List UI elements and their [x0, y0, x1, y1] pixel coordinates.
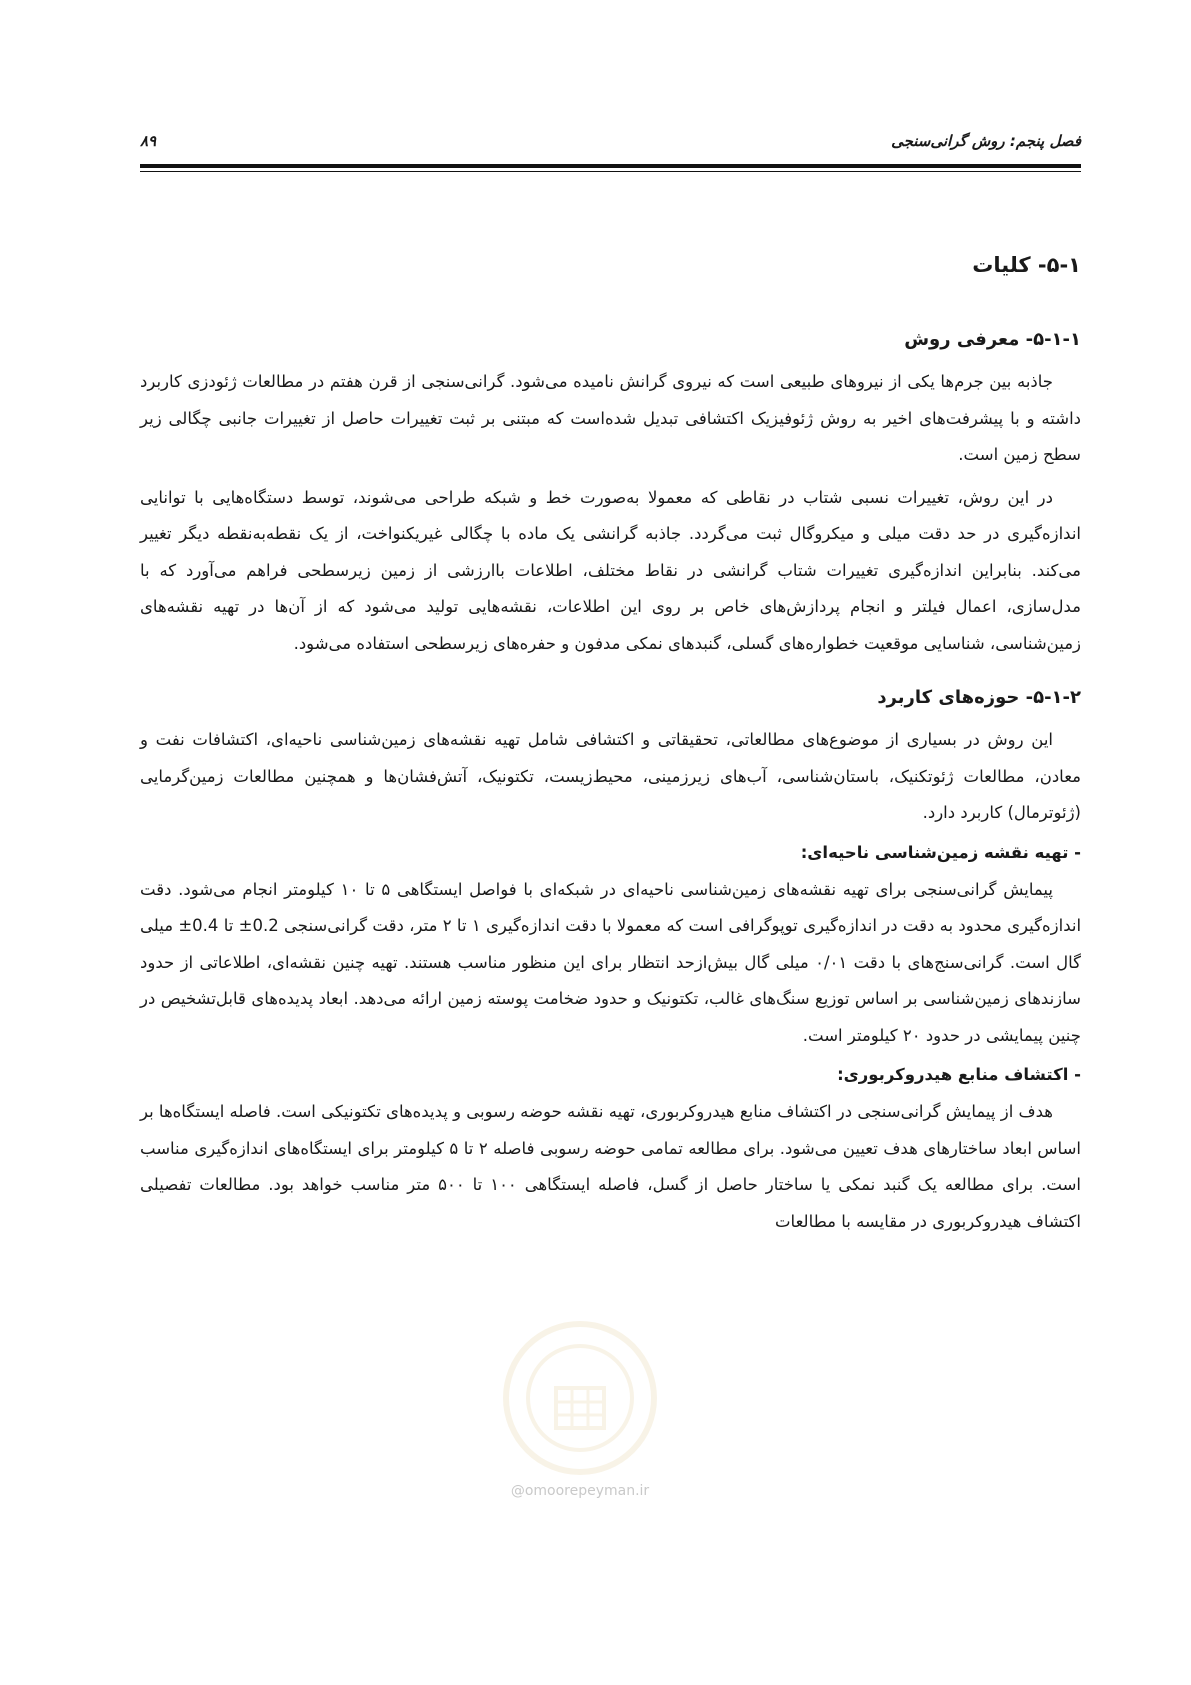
- page-number: ۸۹: [140, 132, 157, 150]
- watermark-text: @omoorepeyman.ir: [510, 1483, 650, 1499]
- header-rule-thick: [140, 164, 1081, 168]
- paragraph-intro-1: جاذبه بین جرم‌ها یکی از نیروهای طبیعی است که نیروی گرانش نامیده می‌شود. گرانی‌سنجی از قرن هفتم در مطالعات ژئودزی کاربرد داشته و با پیشرفت‌های اخیر به روش ژئوفیزیک اکتشافی تبدیل شده‌است که مبتنی بر ثبت تغییرات حاصل از تغییرات جانبی چگالی زیر سطح زمین است.: [140, 372, 1081, 464]
- bullet-heading-hydrocarbon: - اکتشاف منابع هیدروکربوری:: [837, 1065, 1081, 1084]
- subsection-heading-intro: ۵-۱-۱- معرفی روش: [904, 329, 1081, 350]
- paragraph-applications: این روش در بسیاری از موضوع‌های مطالعاتی، تحقیقاتی و اکتشافی شامل تهیه نقشه‌های زمین‌شناسی ناحیه‌ای، اکتشافات نفت و معادن، مطالعات ژئوتکنیک، باستان‌شناسی، آب‌های زیرزمینی، محیط‌زیست، تکتونیک، آتش‌فشان‌ها و همچنین مطالعات زمین‌گرمایی (ژئوترمال) کاربرد دارد.: [140, 730, 1081, 822]
- paragraph-hydrocarbon: هدف از پیمایش گرانی‌سنجی در اکتشاف منابع هیدروکربوری، تهیه نقشه حوضه رسوبی و پدیده‌های تکتونیکی است. فاصله ایستگاه‌ها بر اساس ابعاد ساختارهای هدف تعیین می‌شود. برای مطالعه تمامی حوضه رسوبی فاصله ۲ تا ۵ کیلومتر برای ایستگاه‌های اندازه‌گیری مناسب است. برای مطالعه یک گنبد نمکی یا ساختار حاصل از گسل، فاصله ایستگاهی ۱۰۰ تا ۵۰۰ متر مناسب خواهد بود. مطالعات تفصیلی اکتشاف هیدروکربوری در مقایسه با مطالعات: [139, 1102, 1081, 1231]
- running-header: [140, 128, 1081, 158]
- chapter-title: فصل پنجم: روش گرانی‌سنجی: [891, 132, 1081, 150]
- header-rule-thin: [140, 171, 1081, 172]
- paragraph-regional-mapping: پیمایش گرانی‌سنجی برای تهیه نقشه‌های زمین‌شناسی ناحیه‌ای در شبکه‌ای با فواصل ایستگاهی ۵ تا ۱۰ کیلومتر انجام می‌شود. دقت اندازه‌گیری محدود به دقت در اندازه‌گیری توپوگرافی است که معمولا با دقت اندازه‌گیری ۱ تا ۲ متر، دقت گرانی‌سنجی 0.2± تا 0.4± میلی گال است. گرانی‌سنج‌های با دقت ۰/۰۱ میلی گال بیش‌ازحد انتظار برای این منظور مناسب هستند. تهیه چنین نقشه‌ای، اطلاعاتی از حدود سازندهای زمین‌شناسی بر اساس توزیع سنگ‌های غالب، تکتونیک و حدود ضخامت پوسته زمین ارائه می‌دهد. ابعاد پدیده‌های قابل‌تشخیص در چنین پیمایشی در حدود ۲۰ کیلومتر است.: [140, 879, 1082, 1045]
- watermark-logo: [500, 1318, 660, 1478]
- paragraph-intro-2: در این روش، تغییرات نسبی شتاب در نقاطی که معمولا به‌صورت خط و شبکه طراحی می‌شوند، توسط دستگاه‌هایی با توانایی اندازه‌گیری در حد دقت میلی و میکروگال ثبت می‌گردد. جاذبه گرانشی یک ماده با چگالی غیریکنواخت، از یک نقطه‌به‌نقطه دیگر تغییر می‌کند. بنابراین اندازه‌گیری تغییرات شتاب گرانشی در نقاط مختلف، اطلاعات باارزشی از زمین زیرسطحی فراهم می‌آورد که با مدل‌سازی، اعمال فیلتر و انجام پردازش‌های خاص بر روی این اطلاعات، نقشه‌هایی تولید می‌شود که از آن‌ها در تهیه نقشه‌های زمین‌شناسی، شناسایی موقعیت خطواره‌های گسلی، گنبدهای نمکی مدفون و حفره‌های زیرسطحی استفاده می‌شود.: [140, 487, 1081, 653]
- section-heading: ۵-۱- کلیات: [972, 253, 1081, 277]
- bullet-heading-regional-mapping: - تهیه نقشه زمین‌شناسی ناحیه‌ای:: [800, 842, 1081, 862]
- main-content: [140, 250, 1081, 1246]
- subsection-heading-applications: ۵-۱-۲- حوزه‌های کاربرد: [877, 687, 1081, 708]
